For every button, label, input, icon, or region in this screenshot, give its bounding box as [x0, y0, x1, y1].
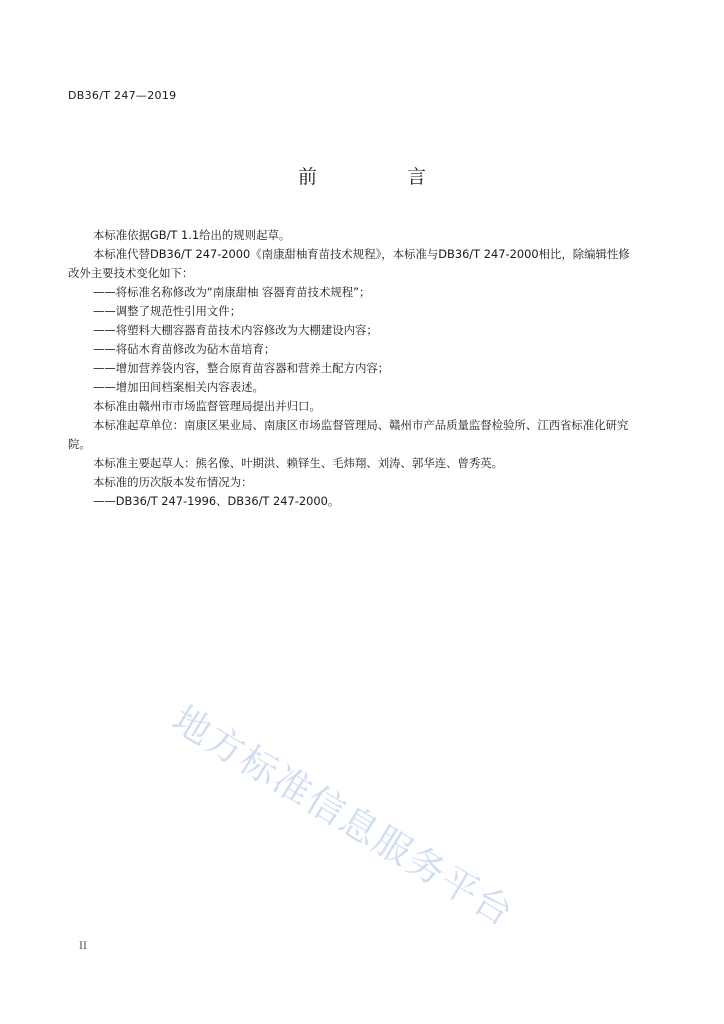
change-item-6: ——增加田间档案相关内容表述。 [93, 380, 264, 394]
page-title: 前 言 [297, 166, 469, 188]
paragraph-proposer: 本标准由赣州市市场监督管理局提出并归口。 [93, 399, 321, 413]
paragraph-replacement: 本标准代替DB36/T 247-2000《南康甜柚育苗技术规程》，本标准与DB36/T 247-2000相比，除编辑性修改外主要技术变化如下： [68, 247, 630, 280]
change-item-2: ——调整了规范性引用文件； [93, 304, 242, 318]
paragraph-drafting-units: 本标准起草单位：南康区果业局、南康区市场监督管理局、赣州市产品质量监督检验所、江西省标准化研究院。 [68, 418, 629, 451]
change-item-5: ——增加营养袋内容，整合原育苗容器和营养土配方内容； [93, 361, 390, 375]
version-history-item: ——DB36/T 247-1996、DB36/T 247-2000。 [93, 494, 340, 508]
paragraph-drafting-rules: 本标准依据GB/T 1.1给出的规则起草。 [93, 228, 291, 242]
page-number: II [79, 941, 87, 952]
change-item-4: ——将砧木育苗修改为砧木苗培育； [93, 342, 276, 356]
change-item-1: ——将标准名称修改为“南康甜柚 容器育苗技术规程”； [93, 285, 371, 299]
watermark-text: 地方标准信息服务平台 [165, 697, 522, 936]
document-code: DB36/T 247—2019 [68, 89, 177, 102]
paragraph-drafters: 本标准主要起草人：熊名像、叶期洪、赖铎生、毛炜翔、刘涛、郭华连、曾秀英。 [93, 456, 504, 470]
change-item-3: ——将塑料大棚容器育苗技术内容修改为大棚建设内容； [93, 323, 378, 337]
paragraph-version-history: 本标准的历次版本发布情况为： [93, 475, 253, 489]
